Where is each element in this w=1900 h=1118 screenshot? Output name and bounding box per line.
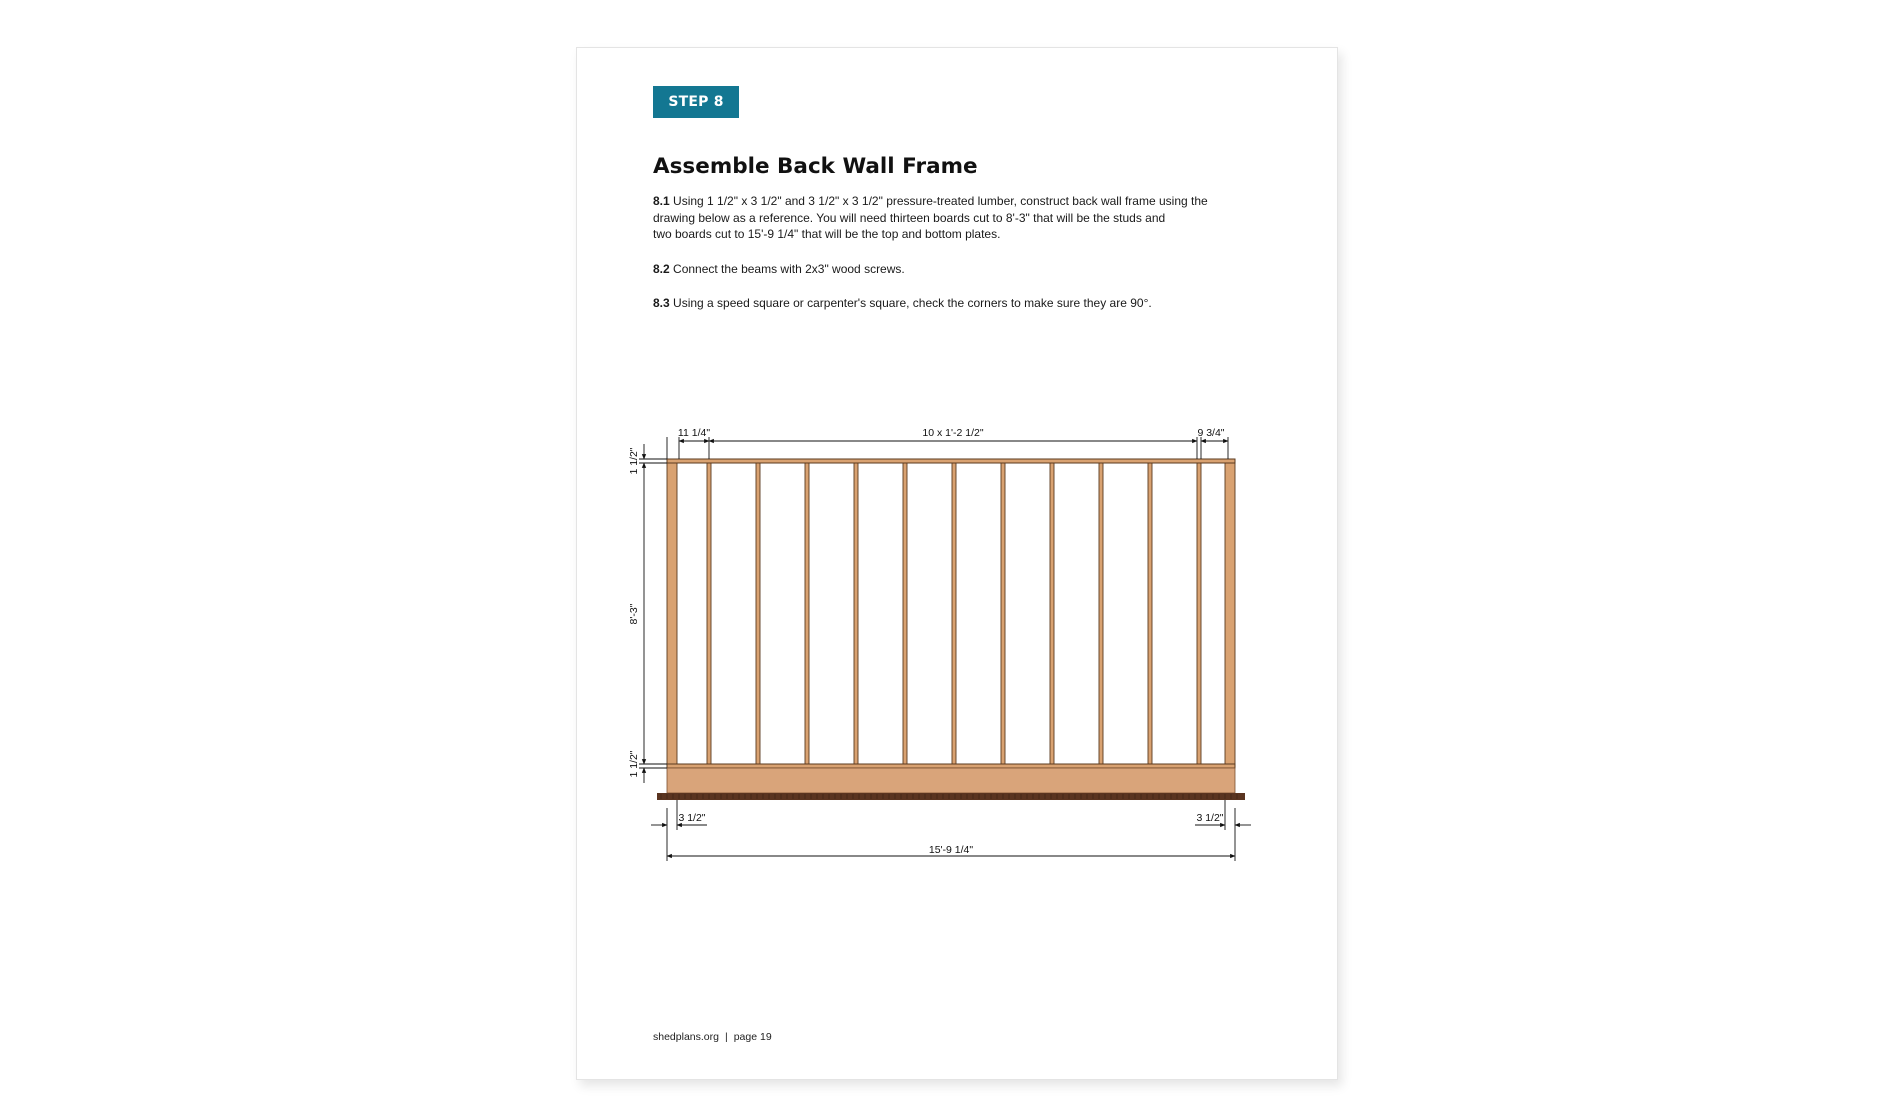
dim-top-right-label: 9 3/4" (1197, 427, 1225, 439)
wall-stud (1099, 463, 1103, 764)
page-title: Assemble Back Wall Frame (653, 154, 978, 179)
footer-separator: | (724, 1031, 728, 1043)
dim-bottom-total-label: 15'-9 1/4" (928, 844, 974, 856)
wall-stud (1197, 463, 1201, 764)
instruction-text: Connect the beams with 2x3" wood screws. (673, 262, 905, 276)
instruction-text: drawing below as a reference. You will need thirteen boards cut to 8'-3" that will be the studs and (653, 210, 1166, 225)
wall-stud (756, 463, 760, 764)
wall-stud (805, 463, 809, 764)
base-beam (667, 768, 1235, 793)
instruction-text: Using a speed square or carpenter's square, check the corners to make sure they are 90°. (673, 296, 1152, 310)
wall-frame-drawing (577, 48, 1337, 1078)
dim-left-bottom-label: 1 1/2" (628, 750, 640, 778)
instruction-number: 8.1 (653, 194, 670, 208)
wall-stud (952, 463, 956, 764)
instruction-text: two boards cut to 15'-9 1/4" that will be the top and bottom plates. (653, 227, 1001, 241)
wall-stud (667, 463, 677, 764)
wall-stud (1001, 463, 1005, 764)
dim-left-middle-label: 8'-3" (628, 603, 640, 625)
dim-top-left-label: 11 1/4" (677, 427, 711, 439)
document-page (576, 47, 1338, 1080)
dim-bottom-right-label: 3 1/2" (1196, 812, 1224, 824)
wall-stud (903, 463, 907, 764)
dim-bottom-left-label: 3 1/2" (678, 812, 706, 824)
instruction-text: Using 1 1/2" x 3 1/2" and 3 1/2" x 3 1/2" pressure-treated lumber, construct back wall frame using the (673, 194, 1208, 208)
footer-page-number: page 19 (733, 1031, 772, 1043)
dim-top-middle-label: 10 x 1'-2 1/2" (922, 427, 984, 439)
footer-site: shedplans.org (653, 1031, 719, 1043)
wall-stud (1148, 463, 1152, 764)
instruction-number: 8.3 (653, 296, 670, 310)
top-plate (667, 459, 1235, 463)
wall-stud (1050, 463, 1054, 764)
instruction-number: 8.2 (653, 262, 670, 276)
wall-stud (707, 463, 711, 764)
step-badge: STEP 8 (653, 86, 739, 118)
bottom-plate (667, 764, 1235, 768)
wall-stud (1225, 463, 1235, 764)
wall-studs (667, 463, 1235, 764)
dim-left-top-label: 1 1/2" (628, 447, 640, 475)
page-footer (653, 1031, 772, 1043)
wall-stud (854, 463, 858, 764)
